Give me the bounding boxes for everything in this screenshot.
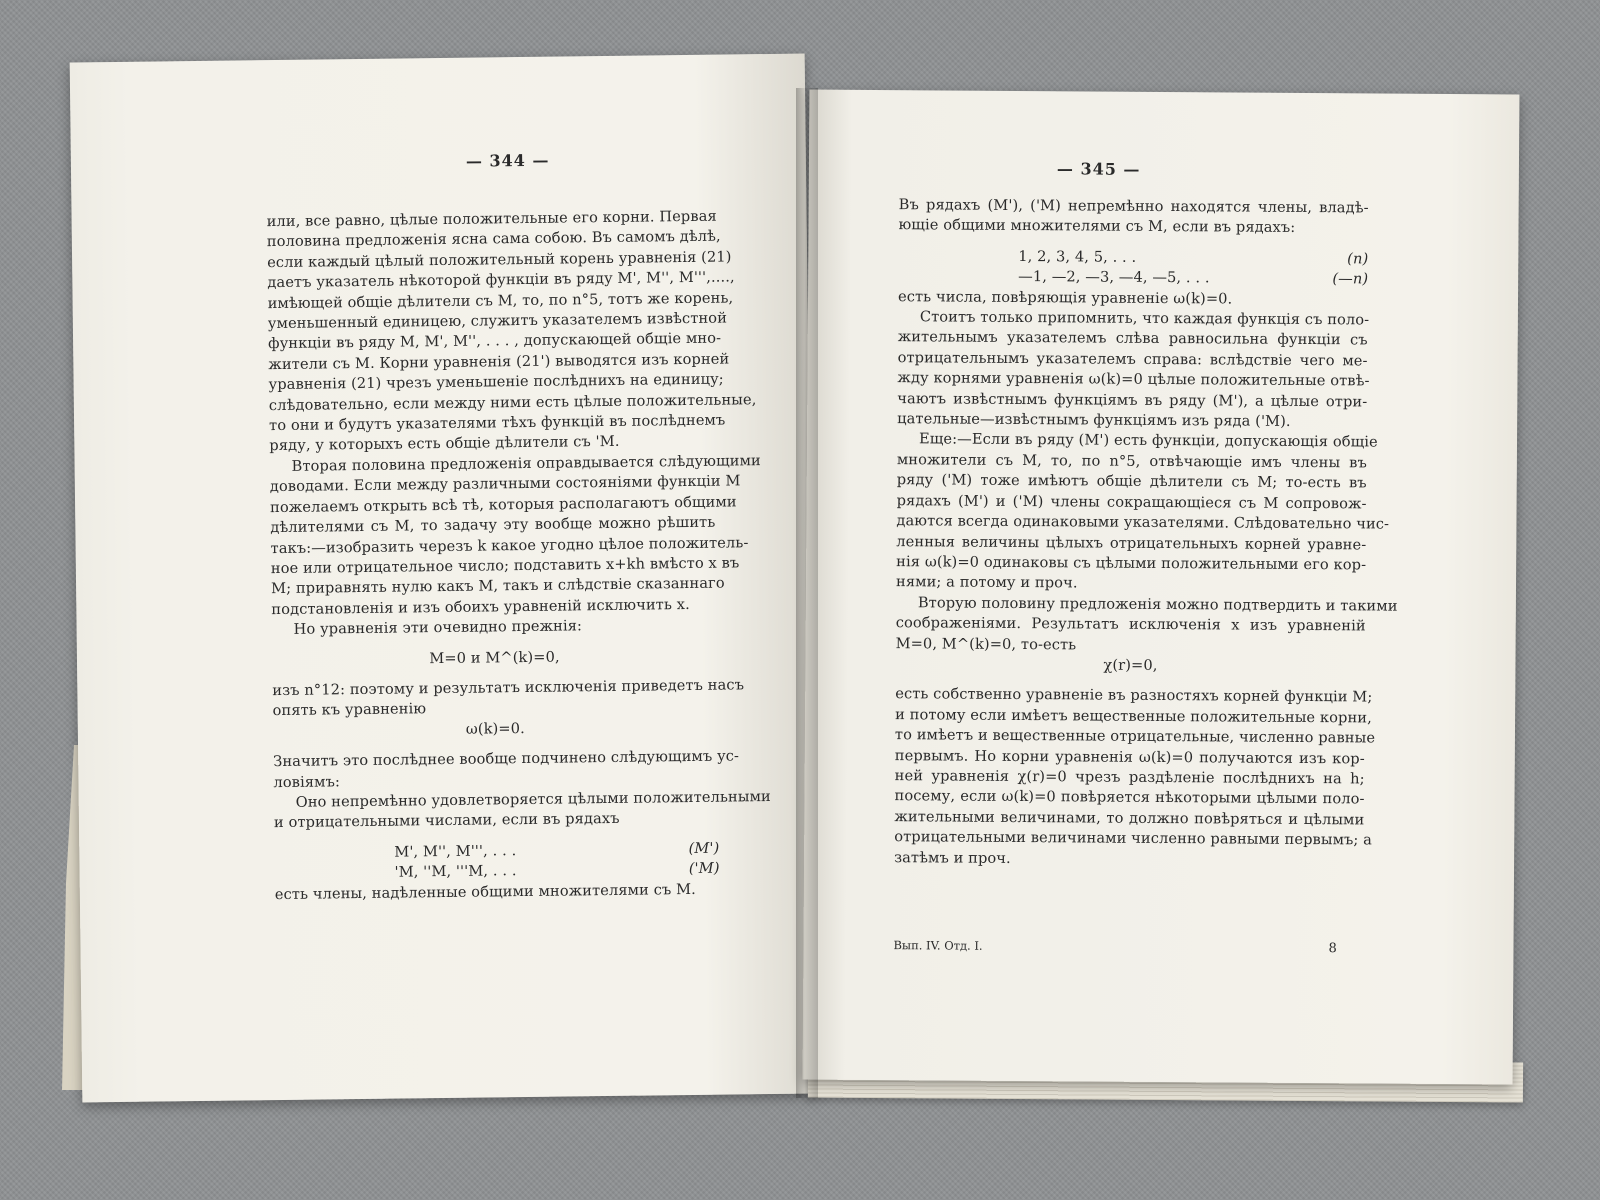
book-spine bbox=[796, 88, 818, 1098]
text-line: Въ рядахъ (M'), ('M) непремѣнно находятся члены, владѣ- bbox=[898, 196, 1369, 217]
text-line: дѣлителями съ M, то задачу эту вообще можно рѣшить bbox=[270, 513, 716, 537]
text-line: и потому если имѣетъ вещественные положительные корни, bbox=[895, 705, 1372, 727]
text-line: нями; а потому и проч. bbox=[895, 573, 1078, 592]
series-row-label: ('M) bbox=[688, 859, 720, 878]
text-line: уравненія (21) чрезъ уменьшеніе послѣднихъ на единицу; bbox=[268, 370, 724, 394]
text-line: ющіе общими множителями съ M, если въ рядахъ: bbox=[898, 216, 1296, 237]
text-line: M=0 и M^(k)=0, bbox=[429, 648, 560, 667]
sheet-number: 8 bbox=[1328, 941, 1337, 957]
text-line: опять къ уравненію bbox=[272, 700, 427, 720]
text-line: ней уравненія χ(r)=0 чрезъ раздѣленіе послѣднихъ на h; bbox=[894, 767, 1365, 788]
text-line: то они и будутъ указателями тѣхъ функцій въ послѣднемъ bbox=[269, 411, 726, 435]
series-row-expression: 'M, ''M, '''M, . . . bbox=[394, 862, 517, 881]
text-line: половина предложенія ясна сама собою. Въ самомъ дѣлѣ, bbox=[266, 227, 721, 251]
text-line: функціи въ ряду M, M', M'', . . . , допускающей общіе мно- bbox=[268, 330, 722, 353]
text-line: или, все равно, цѣлые положительные его корни. Первая bbox=[266, 207, 717, 231]
text-line: ное или отрицательное число; подставить x+kh вмѣсто x въ bbox=[270, 554, 740, 578]
left-page-number: — 344 — bbox=[465, 150, 550, 171]
text-line: Значитъ это послѣднее вообще подчинено слѣдующимъ ус- bbox=[273, 747, 740, 771]
text-line: ω(k)=0. bbox=[465, 719, 525, 738]
text-line: есть числа, повѣряющія уравненіе ω(k)=0. bbox=[897, 287, 1233, 308]
text-line: Вторая половина предложенія оправдывается слѣдующими bbox=[291, 451, 761, 475]
number-row-expression: —1, —2, —3, —4, —5, . . . bbox=[1018, 268, 1210, 287]
text-line: рядахъ (M') и ('M) члены сокращающіеся съ M сопровож- bbox=[896, 491, 1367, 513]
text-line: жду корнями уравненія ω(k)=0 цѣлые положительные отвѣ- bbox=[897, 369, 1370, 390]
text-line: ряду ('M) тоже имѣютъ общіе дѣлители съ M; то-есть въ bbox=[896, 471, 1367, 492]
text-line: отрицательнымъ указателемъ справа: вслѣдствіе чего ме- bbox=[897, 348, 1368, 370]
text-line: даются всегда одинаковыми указателями. Слѣдовательно чис- bbox=[896, 512, 1390, 533]
text-line: первымъ. Но корни уравненія ω(k)=0 получаются изъ кор- bbox=[894, 746, 1365, 767]
text-line: цательные—извѣстнымъ функціямъ изъ ряда ('M). bbox=[897, 410, 1291, 430]
text-line: отрицательными величинами численно равными первымъ; а bbox=[894, 828, 1373, 849]
text-line: есть собственно уравненіе въ разностяхъ корней функціи M; bbox=[895, 685, 1373, 706]
number-row bbox=[898, 266, 1368, 290]
text-line: Оно непремѣнно удовлетворяется цѣлыми положительными bbox=[295, 787, 771, 811]
text-line: пожелаемъ открыть всѣ тѣ, которыя располагаютъ общими bbox=[270, 493, 737, 516]
signature-mark: Вып. IV. Отд. I. bbox=[893, 938, 983, 953]
text-line: M=0, M^(k)=0, то-есть bbox=[895, 634, 1077, 653]
text-line: нія ω(k)=0 одинаковы съ цѣлыми положительными его кор- bbox=[896, 553, 1367, 574]
text-line: подстановленія и изъ обоихъ уравненій исключить x. bbox=[271, 595, 690, 618]
text-line: множители съ M, то, по n°5, отвѣчающіе имъ члены въ bbox=[896, 451, 1367, 472]
text-line: и отрицательными числами, если въ рядахъ bbox=[273, 810, 620, 832]
text-line: слѣдовательно, если между ними есть цѣлые положительные, bbox=[268, 390, 757, 414]
text-line: жительнымъ указателемъ слѣва равносильна функціи съ bbox=[897, 328, 1368, 349]
text-line: Стоитъ только припомнить, что каждая функція съ поло- bbox=[919, 308, 1370, 329]
text-line: ленныя величины цѣлыхъ отрицательныхъ корней уравне- bbox=[896, 532, 1367, 553]
right-page bbox=[803, 90, 1520, 1085]
text-line: изъ n°12: поэтому и результатъ исключенія приведетъ насъ bbox=[272, 676, 745, 700]
text-line: соображеніями. Результатъ исключенія x изъ уравненій bbox=[895, 614, 1366, 635]
text-line: затѣмъ и проч. bbox=[894, 848, 1011, 867]
right-page-number: — 345 — bbox=[1056, 159, 1141, 179]
text-line: есть члены, надѣленные общими множителями съ M. bbox=[274, 880, 696, 903]
left-page-text bbox=[266, 207, 771, 905]
text-line: уменьшенный единицею, служитъ указателемъ извѣстной bbox=[267, 309, 728, 333]
text-line: ряду, у которыхъ есть общіе дѣлители съ 'M. bbox=[269, 433, 620, 455]
text-line: M; приравнять нулю какъ M, такъ и слѣдствіе сказаннаго bbox=[271, 574, 725, 598]
left-page bbox=[70, 54, 818, 1103]
right-page-text bbox=[894, 195, 1398, 871]
text-line: посему, если ω(k)=0 повѣряется нѣкоторыми цѣлыми поло- bbox=[894, 787, 1365, 808]
text-line: χ(r)=0, bbox=[1103, 656, 1158, 674]
number-row-label: (—n) bbox=[1332, 270, 1369, 288]
text-line: если каждый цѣлый положительный корень уравненія (21) bbox=[267, 248, 732, 271]
series-row-expression: M', M'', M''', . . . bbox=[394, 841, 517, 861]
text-line: Еще:—Если въ ряду (M') есть функціи, допускающія общіе bbox=[918, 430, 1378, 451]
text-line: ловіямъ: bbox=[273, 772, 341, 791]
text-line: Но уравненія эти очевидно прежнія: bbox=[293, 617, 583, 638]
series-row-label: (M') bbox=[688, 839, 720, 857]
text-line: даетъ указатель нѣкоторой функціи въ ряду M', M'', M''',...., bbox=[267, 268, 735, 292]
text-line: жители съ M. Корни уравненія (21') выводятся изъ корней bbox=[268, 350, 730, 373]
text-line: жительными величинами, то должно повѣряться и цѣлыми bbox=[894, 807, 1365, 829]
text-line: такъ:—изобразить черезъ k какое угодно цѣлое положитель- bbox=[270, 533, 749, 557]
text-line: имѣющей общіе дѣлители съ M, то, по n°5, тотъ же корень, bbox=[267, 289, 734, 312]
text-line: доводами. Если между различными состояніями функціи M bbox=[269, 472, 741, 496]
number-row-label: (n) bbox=[1347, 250, 1369, 268]
text-line: Вторую половину предложенія можно подтвердить и такими bbox=[917, 594, 1398, 615]
number-row-expression: 1, 2, 3, 4, 5, . . . bbox=[1018, 247, 1137, 266]
text-line: то имѣетъ и вещественные отрицательные, численно равные bbox=[894, 726, 1376, 747]
text-line: чаютъ извѣстнымъ функціямъ въ ряду (M'), а цѣлые отри- bbox=[897, 389, 1368, 411]
